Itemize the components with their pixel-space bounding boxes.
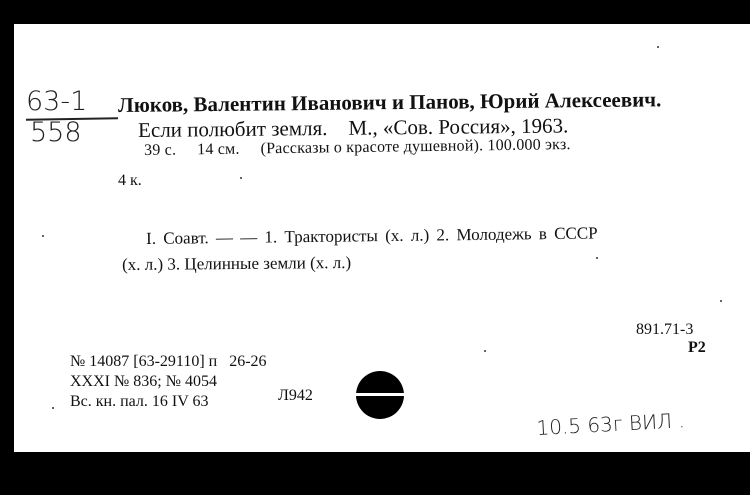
scan-border-bottom	[0, 452, 750, 495]
record-number: № 14087 [63-29110] п 26-26	[70, 353, 267, 370]
speck	[484, 350, 486, 352]
handwritten-note: 10.5 63г ВИЛ .	[535, 408, 686, 440]
speck	[720, 300, 722, 302]
authors-heading: Люков, Валентин Иванович и Панов, Юрий Алексеевич.	[117, 87, 662, 117]
speck	[42, 235, 44, 237]
speck	[240, 177, 242, 179]
speck	[657, 46, 659, 48]
classification-sub: Р2	[688, 339, 706, 356]
speck	[596, 257, 598, 259]
title-imprint: Если полюбит земля. М., «Сов. Россия», 1963.	[137, 113, 569, 142]
punch-hole-streak	[356, 393, 404, 396]
classification-code: 891.71-3	[636, 321, 694, 338]
scan-border-left	[0, 0, 14, 495]
record-chamber: Вс. кн. пал. 16 IV 63	[70, 393, 209, 410]
tracings-line1: I. Соавт. — — 1. Трактористы (х. л.) 2. Молодежь в СССР	[145, 223, 598, 248]
tracings-line2: (х. л.) 3. Целинные земли (х. л.)	[121, 253, 352, 274]
speck	[52, 407, 54, 409]
call-number-line1: 63-1	[26, 86, 88, 117]
call-number-line2: 558	[30, 117, 82, 148]
record-registry: XXXI № 836; № 4054	[70, 373, 217, 390]
record-code: Л942	[278, 387, 313, 404]
physical-description: 39 с. 14 см. (Рассказы о красоте душевной). 100.000 экз.	[143, 136, 571, 159]
price: 4 к.	[118, 172, 142, 189]
scan-border-top	[0, 0, 750, 24]
